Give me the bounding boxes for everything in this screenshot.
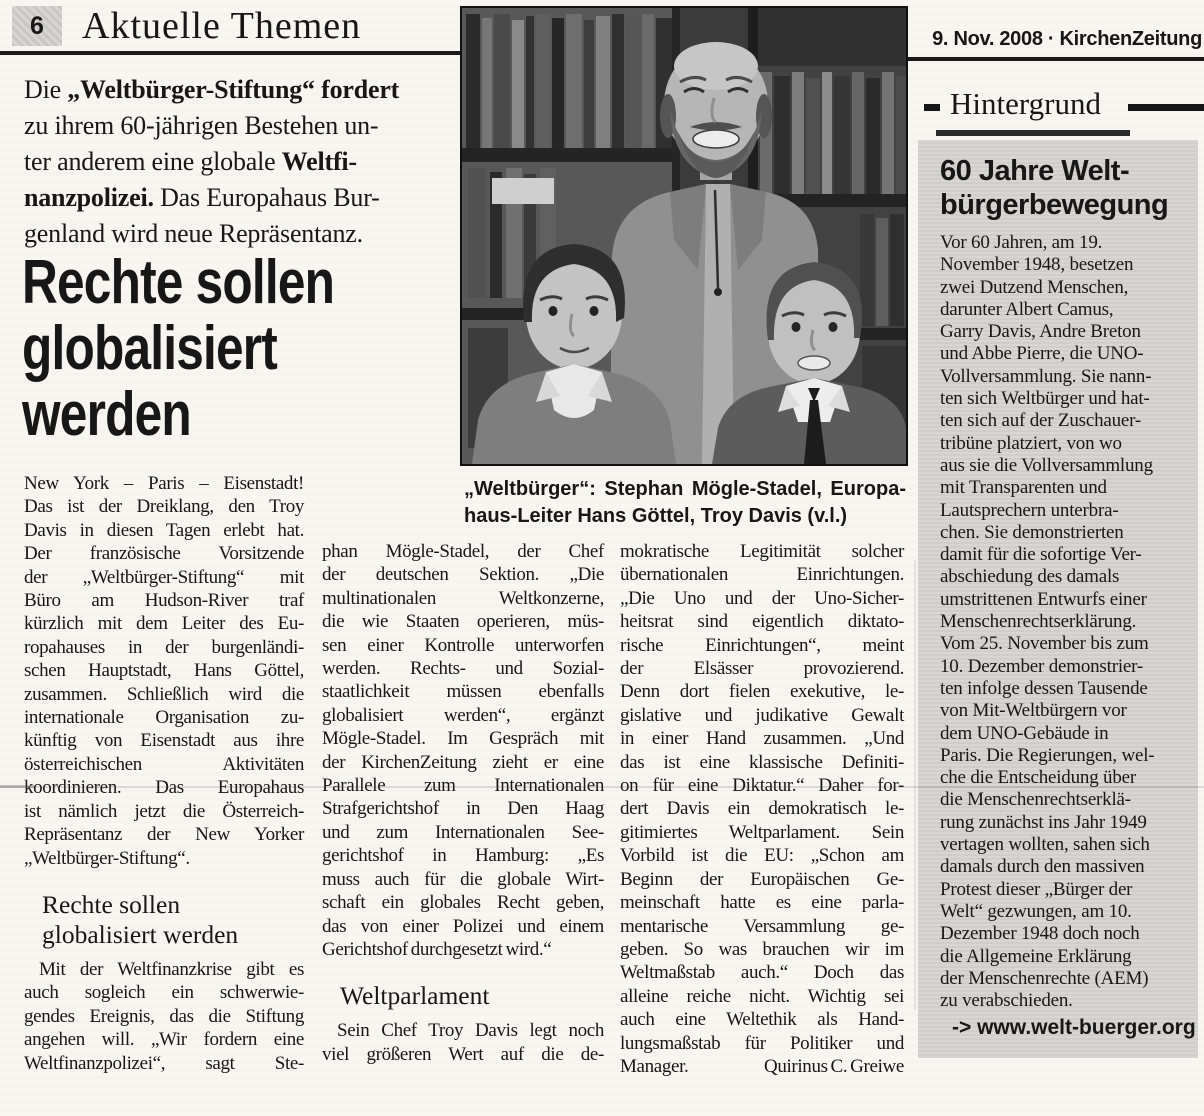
sidebar-body-line: Dezember 1948 doch noch: [940, 923, 1140, 945]
body-line: viel größeren Wert auf die de-: [322, 1043, 604, 1065]
sidebar-body-line: die Menschenrechtserklä-: [940, 789, 1131, 811]
body-line: der KirchenZeitung zieht er eine: [322, 751, 604, 773]
lead-line: Die „Weltbürger-Stiftung“ fordert: [24, 75, 400, 104]
body-line: meinschaft hatte es eine parla-: [620, 892, 904, 914]
article-column-1: [24, 472, 304, 1075]
sidebar-dash-icon: [924, 104, 940, 111]
sidebar-body-line: Protest dieser „Bürger der: [940, 878, 1133, 900]
article-photo: [460, 6, 908, 466]
headline-line: werden: [22, 380, 191, 449]
body-line: gitimiertes Weltparlament. Sein: [620, 821, 904, 843]
body-line: schen Hauptstadt, Hans Göttel,: [24, 660, 304, 682]
sidebar-body-line: damals durch den massiven: [940, 856, 1145, 878]
sidebar-body-line: che die Entscheidung über: [940, 767, 1137, 789]
subhead-line: globalisiert werden: [42, 919, 239, 949]
body-line: Parallele zum Internationalen: [322, 775, 604, 797]
body-line: internationale Organisation zu-: [24, 707, 304, 729]
body-line: Gerichtshof durchgesetzt wird.“: [322, 938, 552, 960]
body-line: Denn dort fielen exekutive, le-: [620, 681, 904, 703]
byline: [620, 1055, 904, 1078]
body-line: Davis in diesen Tagen erlebt hat.: [24, 519, 304, 541]
body-line: Büro am Hudson-River traf: [24, 590, 304, 612]
page-date: 9. Nov. 2008 · KirchenZeitung: [932, 28, 1202, 50]
body-line: mokratische Legitimität solcher: [620, 541, 904, 562]
body-line: auch eine Weltethik als Hand-: [620, 1009, 904, 1031]
body-line: „Weltbürger-Stiftung“.: [24, 847, 190, 869]
sidebar-underline: [936, 130, 1130, 136]
sidebar-rule-icon: [1128, 104, 1204, 111]
lead-line: nanzpolizei. Das Europahaus Bur-: [24, 183, 380, 212]
body-line: zusammen. Schließlich wird die: [24, 683, 304, 705]
sidebar-body-line: ten sich Weltbürger und hat-: [940, 388, 1150, 410]
body-line: phan Mögle-Stadel, der Chef: [322, 541, 604, 562]
body-line: Mit der Weltfinanzkrise gibt es: [39, 958, 304, 980]
body-line: globalisiert werden“, ergänzt: [322, 704, 604, 726]
body-line: sen einer Kontrolle unterworfen: [322, 634, 604, 656]
page-number-badge: [12, 6, 62, 46]
sidebar-body-line: mit Transparenten und: [940, 477, 1107, 499]
body-line: übernationalen Einrichtungen.: [620, 564, 904, 586]
body-line: österreichischen Aktivitäten: [24, 753, 304, 775]
body-line: schaft ein globales Recht geben,: [322, 892, 604, 914]
sidebar-body-line: November 1948, besetzen: [940, 254, 1134, 276]
body-line: multinationalen Weltkonzerne,: [322, 587, 604, 609]
article-headline: [22, 250, 454, 448]
body-line: gislative und judikative Gewalt: [620, 704, 904, 726]
body-line: koordinieren. Das Europahaus: [24, 777, 304, 799]
sidebar-body-line: Paris. Die Regierungen, wel-: [940, 744, 1155, 766]
body-line: rische Einrichtungen“, meint: [620, 634, 904, 656]
body-line: Das ist der Dreiklang, den Troy: [24, 496, 304, 518]
body-line: Sein Chef Troy Davis legt noch: [337, 1020, 604, 1042]
body-line: angehen will. „Wir fordern eine: [24, 1029, 304, 1051]
sidebar-link-url: -> www.welt-buerger.org: [952, 1016, 1196, 1039]
body-line: geben. So was brauchen wir im: [620, 938, 904, 960]
body-line: on für eine Diktatur.“ Daher for-: [620, 775, 904, 797]
section-title: Aktuelle Themen: [82, 5, 362, 47]
sidebar-body-line: damit für die sofortige Ver-: [940, 544, 1142, 566]
sidebar-body-line: zu verabschieden.: [940, 990, 1073, 1012]
sidebar-body-line: vertagen wollten, sahen sich: [940, 834, 1150, 856]
article-column-2: [322, 540, 604, 1066]
body-line: künftig von Eisenstadt aus ihre: [24, 730, 304, 752]
body-line: Repräsentanz der New Yorker: [24, 824, 304, 846]
body-line: staatlichkeit müssen ebenfalls: [322, 681, 604, 703]
sidebar-body-line: zwei Dutzend Menschen,: [940, 276, 1129, 298]
body-line: New York – Paris – Eisenstadt!: [24, 473, 304, 494]
body-line: gendes Ereignis, das die Stiftung: [24, 1005, 304, 1027]
body-line: der Elsässer provozierend.: [620, 658, 904, 680]
sidebar-body-line: Garry Davis, Andre Breton: [940, 321, 1141, 343]
headline-line: Rechte sollen: [22, 248, 335, 317]
byline-paragraph-end: Manager.: [620, 1055, 689, 1077]
sidebar-body-line: Vollversammlung. Sie nann-: [940, 365, 1152, 387]
body-line: auch sogleich ein schwerwie-: [24, 982, 304, 1004]
photo-caption: [464, 476, 906, 530]
sidebar-body-line: Vor 60 Jahren, am 19.: [940, 232, 1103, 253]
sidebar-body-line: ten infolge dessen Tausende: [940, 677, 1148, 699]
sidebar-label: Hintergrund: [950, 86, 1101, 121]
body-line: das ist eine klassische Definiti-: [620, 751, 904, 773]
body-line: lungsmaßstab für Politiker und: [620, 1032, 904, 1054]
body-line: dert Davis ein demokratisch le-: [620, 798, 904, 820]
body-line: und zum Internationalen See-: [322, 821, 604, 843]
sidebar-body-line: aus sie die Vollversammlung: [940, 454, 1153, 476]
page-number: 6: [30, 11, 44, 40]
sidebar-body-line: Lautsprechern unterbra-: [940, 499, 1119, 521]
header-rule-left: [0, 51, 462, 55]
header-rule-right: [908, 57, 1204, 61]
sidebar-body-line: die Allgemeine Erklärung: [940, 945, 1132, 967]
body-line: die wie Staaten operieren, müs-: [322, 611, 604, 633]
body-line: ist nämlich jetzt die Österreich-: [24, 800, 304, 822]
body-line: „Die Uno und der Uno-Sicher-: [620, 587, 904, 609]
body-line: der „Weltbürger-Stiftung“ mit: [24, 566, 304, 588]
sidebar-body-line: 10. Dezember demonstrier-: [940, 655, 1144, 677]
sidebar-body-line: Vom 25. November bis zum: [940, 633, 1149, 655]
sidebar-body-line: von Mit-Weltbürgern vor: [940, 700, 1127, 722]
body-line: Beginn der Europäischen Ge-: [620, 868, 904, 890]
body-line: in einer Hand zusammen. „Und: [620, 728, 904, 750]
sidebar-body-line: Menschenrechtserklärung.: [940, 611, 1137, 633]
body-line: heitsrat sind eigentlich diktato-: [620, 611, 904, 633]
lead-line: zu ihrem 60-jährigen Bestehen un-: [24, 111, 379, 140]
headline-line: globalisiert: [22, 314, 277, 383]
sidebar-body-line: und Abbe Pierre, die UNO-: [940, 343, 1144, 365]
body-line: ropahauses in der burgenländi-: [24, 636, 304, 658]
body-line: das von einer Polizei und einem: [322, 915, 604, 937]
body-line: muss auch für die globale Wirt-: [322, 868, 604, 890]
body-line: kürzlich mit dem Leiter des Eu-: [24, 613, 304, 635]
sidebar-body-line: umstrittenen Entwurfs einer: [940, 588, 1147, 610]
sidebar-body-line: tribüne platziert, von wo: [940, 432, 1122, 454]
sidebar-body-line: rung zunächst ins Jahr 1949: [940, 811, 1147, 833]
body-line: Mögle-Stadel. Im Gespräch mit: [322, 728, 604, 750]
sidebar-body-line: abschiedung des damals: [940, 566, 1120, 588]
sidebar-body-line: ten sich auf der Zuschauer-: [940, 410, 1142, 432]
sidebar-title-line: 60 Jahre Welt-: [940, 155, 1130, 187]
photo-illustration: [462, 8, 906, 464]
subhead-line: Weltparlament: [340, 981, 490, 1011]
column-subhead: [42, 890, 304, 950]
lead-line: ter anderem eine globale Weltfi-: [24, 147, 357, 176]
subhead-line: Rechte sollen: [42, 889, 181, 919]
sidebar-body-line: darunter Albert Camus,: [940, 298, 1114, 320]
caption-line: „Weltbürger“: Stephan Mögle-Stadel, Europa-: [464, 478, 906, 500]
scan-artifact-vertical: [914, 560, 916, 1010]
byline-author: Quirinus C. Greiwe: [763, 1055, 904, 1077]
body-line: der deutschen Sektion. „Die: [322, 564, 604, 586]
scan-artifact-segment: [0, 785, 34, 788]
body-line: mentarische Versammlung ge-: [620, 915, 904, 937]
column-subhead: [340, 981, 604, 1011]
body-line: werden. Rechts- und Sozial-: [322, 658, 604, 680]
scan-artifact-line: [0, 786, 1204, 788]
sidebar-title: [940, 154, 1194, 222]
body-line: gerichtshof in Hamburg: „Es: [322, 845, 604, 867]
article-column-3: [620, 540, 904, 1078]
lead-line: genland wird neue Repräsentanz.: [24, 219, 363, 248]
body-line: Weltmaßstab auch.“ Doch das: [620, 962, 904, 984]
sidebar-title-line: bürgerbewegung: [940, 189, 1169, 221]
caption-line: haus-Leiter Hans Göttel, Troy Davis (v.l.): [464, 505, 848, 527]
sidebar-body: [940, 232, 1194, 1012]
body-line: Der französische Vorsitzende: [24, 543, 304, 565]
sidebar-body-line: chen. Sie demonstrierten: [940, 521, 1124, 543]
body-line: alleine reiche nicht. Wichtig sei: [620, 985, 904, 1007]
lead-paragraph: [24, 72, 430, 252]
body-line: Vorbild ist die EU: „Schon am: [620, 845, 904, 867]
sidebar-body-line: der Menschenrechte (AEM): [940, 967, 1149, 989]
body-line: Weltfinanzpolizei“, sagt Ste-: [24, 1052, 304, 1074]
sidebar-body-line: dem UNO-Gebäude in: [940, 722, 1109, 744]
body-line: Strafgerichtshof in Den Haag: [322, 798, 604, 820]
sidebar-body-line: Welt“ gezwungen, am 10.: [940, 900, 1132, 922]
